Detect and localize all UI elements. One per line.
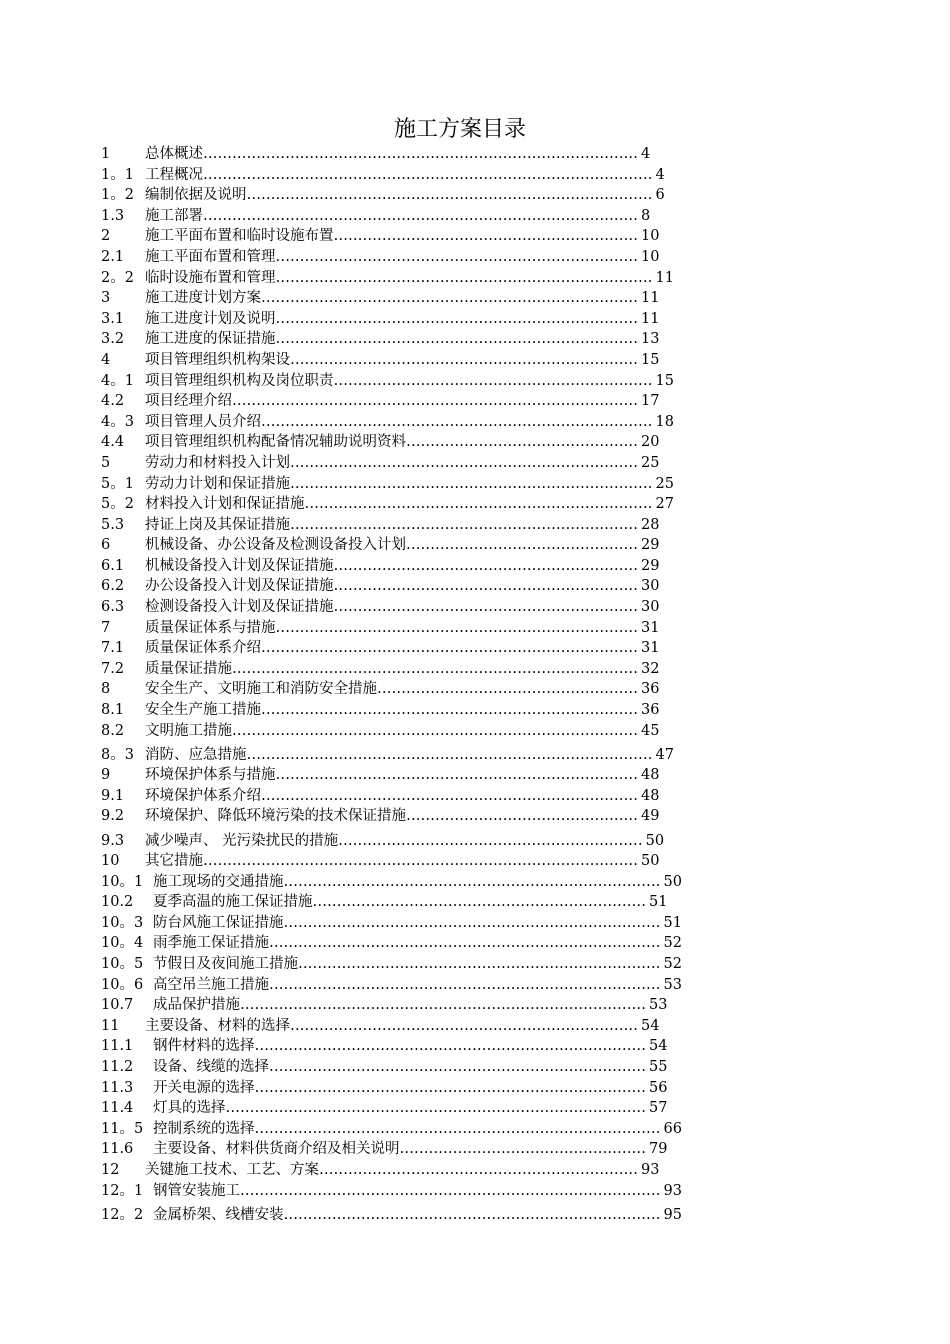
toc-entry-number: 9.1	[101, 787, 125, 804]
toc-entry-title: 机械设备投入计划及保证措施	[145, 557, 334, 574]
toc-leader-dots: ……………………………………………………………………	[283, 914, 661, 931]
toc-entry	[101, 975, 721, 996]
toc-entry-title: 项目管理组织机构及岗位职责	[145, 372, 334, 389]
toc-entry-title: 临时设施布置和管理	[145, 269, 276, 286]
toc-entry-number: 11.1	[101, 1038, 134, 1055]
toc-leader-dots: …………………………………………………………………	[275, 619, 638, 636]
toc-entry-page: 50	[645, 833, 665, 849]
toc-entry-page: 79	[649, 1141, 668, 1158]
toc-leader-dots: ……………………………………………………………	[312, 894, 646, 911]
toc-entry	[101, 1201, 721, 1225]
toc-leader-dots: ………………………………………………………………	[290, 351, 638, 368]
toc-entry	[101, 165, 721, 186]
toc-entry-page: 4	[641, 146, 651, 162]
toc-entry-number: 11.3	[101, 1079, 134, 1096]
toc-entry-title: 环境保护体系与措施	[145, 767, 276, 784]
toc-entry-number: 2.1	[101, 248, 125, 265]
toc-entry	[101, 954, 721, 975]
toc-entry-title: 质量保证体系介绍	[145, 640, 261, 657]
toc-entry-title: 控制系统的选择	[153, 1120, 255, 1137]
toc-leader-dots: ………………………………………………………………	[290, 454, 638, 471]
toc-entry-title: 编制依据及说明	[145, 187, 247, 204]
toc-leader-dots: ………………………………………………………	[333, 228, 638, 245]
toc-entry-page: 17	[641, 393, 660, 410]
table-of-contents	[101, 144, 721, 1225]
toc-entry	[101, 1181, 721, 1202]
toc-entry-page: 49	[641, 808, 660, 825]
toc-entry	[101, 765, 721, 786]
toc-entry-number: 9.3	[101, 833, 125, 849]
toc-entry-number: 5。1	[101, 475, 134, 492]
toc-entry	[101, 1098, 721, 1119]
toc-entry-number: 2。2	[101, 269, 134, 286]
toc-leader-dots: …………………………………………………………	[333, 372, 653, 389]
toc-leader-dots: …………………………………………	[406, 808, 638, 825]
toc-leader-dots: ………………………………………………………………………	[261, 413, 653, 430]
toc-entry-title: 防台风施工保证措施	[153, 914, 284, 931]
toc-entry	[101, 700, 721, 721]
toc-entry-title: 主要设备、材料供货商介绍及相关说明	[153, 1141, 400, 1158]
toc-entry	[101, 1057, 721, 1078]
toc-leader-dots: …………………………………………………………………	[275, 310, 638, 327]
toc-entry-title: 高空吊兰施工措施	[153, 976, 269, 993]
toc-entry-title: 钢件材料的选择	[153, 1038, 255, 1055]
toc-entry-title: 其它措施	[145, 853, 203, 869]
toc-leader-dots: ……………………………………………………………………	[261, 787, 638, 804]
toc-entry-number: 10。6	[101, 976, 144, 993]
toc-entry-page: 57	[649, 1100, 668, 1117]
toc-entry	[101, 913, 721, 934]
toc-entry-number: 2	[101, 228, 111, 245]
toc-entry	[101, 638, 721, 659]
toc-entry-number: 10。3	[101, 914, 144, 931]
toc-entry-page: 30	[641, 599, 660, 616]
toc-leader-dots: ………………………………………………	[377, 681, 638, 698]
toc-entry-number: 1。2	[101, 187, 134, 204]
toc-leader-dots: …………………………………………	[406, 537, 638, 554]
toc-entry	[101, 618, 721, 639]
toc-entry-title: 金属桥架、线槽安装	[153, 1207, 284, 1224]
toc-entry-title: 施工进度计划方案	[145, 290, 261, 307]
toc-entry-title: 安全生产施工措施	[145, 702, 261, 719]
toc-entry-page: 50	[641, 853, 660, 869]
toc-entry-page: 4	[655, 166, 665, 183]
toc-entry-title: 总体概述	[145, 146, 203, 162]
toc-leader-dots: ……………………………………………………………………	[261, 640, 638, 657]
toc-entry-page: 52	[663, 935, 682, 952]
toc-entry-page: 20	[641, 434, 660, 451]
toc-entry-title: 成品保护措施	[153, 997, 240, 1014]
toc-entry-title: 环境保护体系介绍	[145, 787, 261, 804]
toc-entry	[101, 933, 721, 954]
toc-entry-title: 主要设备、材料的选择	[145, 1017, 290, 1034]
toc-leader-dots: ………………………………………………………	[333, 557, 638, 574]
toc-entry-number: 8.2	[101, 722, 125, 739]
toc-entry	[101, 892, 721, 913]
toc-entry-page: 25	[655, 475, 674, 492]
toc-entry-title: 质量保证体系与措施	[145, 619, 276, 636]
toc-leader-dots: ………………………………………………………………………	[269, 976, 661, 993]
toc-entry-page: 55	[649, 1058, 668, 1075]
toc-entry-page: 36	[641, 702, 660, 719]
toc-entry	[101, 741, 721, 765]
toc-entry-page: 30	[641, 578, 660, 595]
toc-entry	[101, 288, 721, 309]
toc-entry-number: 10	[101, 853, 120, 869]
toc-entry-number: 12	[101, 1161, 120, 1178]
toc-entry-title: 施工平面布置和管理	[145, 248, 276, 265]
toc-entry-number: 1.3	[101, 207, 125, 224]
toc-entry	[101, 515, 721, 536]
toc-entry-title: 劳动力和材料投入计划	[145, 454, 290, 471]
toc-entry-title: 钢管安装施工	[153, 1182, 240, 1199]
toc-entry-number: 10。4	[101, 935, 144, 952]
toc-leader-dots: ………………………………………………………………	[304, 496, 653, 513]
toc-entry-number: 8。3	[101, 747, 134, 764]
toc-entry-number: 1	[101, 146, 111, 162]
toc-entry-number: 8	[101, 681, 111, 698]
toc-entry-page: 52	[663, 955, 682, 972]
toc-entry-number: 10.2	[101, 894, 134, 911]
toc-leader-dots: …………………………………………………………………………	[240, 997, 646, 1014]
toc-entry-page: 66	[663, 1120, 682, 1137]
toc-entry-title: 项目管理组织机构架设	[145, 351, 290, 368]
toc-entry	[101, 679, 721, 700]
toc-leader-dots: ………………………………………………………………………………	[203, 853, 638, 869]
toc-entry	[101, 329, 721, 350]
toc-entry	[101, 226, 721, 247]
toc-leader-dots: ………………………………………………………………………	[269, 935, 661, 952]
toc-entry	[101, 659, 721, 680]
toc-entry	[101, 453, 721, 474]
toc-entry-title: 节假日及夜间施工措施	[153, 955, 298, 972]
toc-leader-dots: ……………………………………………………………………………	[240, 1182, 661, 1199]
toc-leader-dots: …………………………………………………………………	[298, 955, 661, 972]
toc-entry-title: 设备、线缆的选择	[153, 1058, 269, 1075]
toc-entry-page: 31	[641, 619, 660, 636]
toc-entry-number: 11.6	[101, 1141, 134, 1158]
toc-entry	[101, 597, 721, 618]
toc-entry-page: 10	[641, 248, 660, 265]
toc-entry	[101, 1119, 721, 1140]
toc-entry-page: 54	[649, 1038, 668, 1055]
toc-entry-page: 51	[649, 894, 668, 911]
toc-leader-dots: …………………………………………………………………………	[232, 660, 638, 677]
toc-entry-title: 劳动力计划和保证措施	[145, 475, 290, 492]
toc-leader-dots: …………………………………………………………………	[275, 248, 638, 265]
toc-entry-page: 54	[641, 1017, 660, 1034]
toc-entry	[101, 1036, 721, 1057]
toc-entry	[101, 268, 721, 289]
toc-entry-number: 4.4	[101, 434, 125, 451]
toc-entry-number: 8.1	[101, 702, 125, 719]
toc-entry	[101, 371, 721, 392]
toc-entry-page: 6	[655, 187, 665, 204]
toc-entry-page: 27	[655, 496, 674, 513]
toc-entry	[101, 309, 721, 330]
toc-entry-number: 12。2	[101, 1207, 144, 1224]
toc-entry-page: 36	[641, 681, 660, 698]
toc-entry-page: 48	[641, 767, 660, 784]
toc-entry-number: 5	[101, 454, 111, 471]
toc-entry-number: 6.1	[101, 557, 125, 574]
toc-entry-title: 项目管理组织机构配备情况辅助说明资料	[145, 434, 406, 451]
toc-leader-dots: ………………………………………………………	[338, 833, 643, 849]
toc-entry-page: 11	[655, 269, 674, 286]
toc-leader-dots: …………………………………………	[406, 434, 638, 451]
toc-entry-page: 48	[641, 787, 660, 804]
toc-leader-dots: ……………………………………………………………………	[261, 702, 638, 719]
toc-entry-title: 施工进度的保证措施	[145, 331, 276, 348]
toc-entry	[101, 995, 721, 1016]
toc-entry-title: 持证上岗及其保证措施	[145, 516, 290, 533]
toc-entry-title: 减少噪声、 光污染扰民的措施	[145, 833, 339, 849]
toc-leader-dots: ……………………………………………………………………	[275, 269, 653, 286]
toc-entry	[101, 1078, 721, 1099]
toc-leader-dots: ……………………………………………………………………	[283, 1207, 661, 1224]
toc-entry-title: 施工部署	[145, 207, 203, 224]
toc-entry-page: 93	[641, 1161, 660, 1178]
toc-entry-page: 93	[663, 1182, 682, 1199]
toc-entry-number: 6	[101, 537, 111, 554]
toc-entry-title: 质量保证措施	[145, 660, 232, 677]
toc-entry-page: 47	[655, 747, 674, 764]
toc-entry	[101, 851, 721, 872]
toc-entry	[101, 185, 721, 206]
toc-entry	[101, 206, 721, 227]
toc-entry-title: 项目管理人员介绍	[145, 413, 261, 430]
toc-leader-dots: ………………………………………………………………………………	[203, 146, 638, 162]
toc-entry	[101, 827, 721, 851]
toc-entry-page: 32	[641, 660, 660, 677]
toc-entry	[101, 786, 721, 807]
toc-leader-dots: …………………………………………………………………………	[232, 722, 638, 739]
toc-leader-dots: …………………………………………………………………	[290, 475, 653, 492]
toc-entry-page: 13	[641, 331, 660, 348]
toc-entry-number: 11.2	[101, 1058, 134, 1075]
toc-entry-page: 29	[641, 557, 660, 574]
toc-leader-dots: ………………………………………………………………	[290, 1017, 638, 1034]
toc-entry-page: 15	[655, 372, 674, 389]
toc-leader-dots: ……………………………………………………………………	[269, 1058, 646, 1075]
toc-leader-dots: …………………………………………………………………	[275, 767, 638, 784]
toc-entry-page: 45	[641, 722, 660, 739]
toc-entry	[101, 872, 721, 893]
toc-entry-page: 50	[663, 873, 682, 890]
toc-entry-number: 3.1	[101, 310, 125, 327]
toc-entry-page: 56	[649, 1079, 668, 1096]
toc-entry-number: 1。1	[101, 166, 134, 183]
toc-leader-dots: ……………………………………………………………………	[283, 873, 661, 890]
toc-entry-number: 6.3	[101, 599, 125, 616]
toc-entry-page: 8	[641, 207, 651, 224]
toc-entry	[101, 391, 721, 412]
toc-entry-title: 施工进度计划及说明	[145, 310, 276, 327]
toc-entry-title: 灯具的选择	[153, 1100, 226, 1117]
toc-entry-page: 29	[641, 537, 660, 554]
toc-entry-number: 11	[101, 1017, 120, 1034]
toc-entry-title: 环境保护、降低环境污染的技术保证措施	[145, 808, 406, 825]
toc-entry-page: 18	[655, 413, 674, 430]
toc-entry-title: 开关电源的选择	[153, 1079, 255, 1096]
toc-entry-page: 53	[663, 976, 682, 993]
toc-leader-dots: ……………………………………………	[399, 1141, 646, 1158]
toc-leader-dots: ………………………………………………………	[333, 578, 638, 595]
toc-leader-dots: …………………………………………………………	[319, 1161, 638, 1178]
toc-entry-number: 7	[101, 619, 111, 636]
toc-entry-page: 15	[641, 351, 660, 368]
toc-entry-page: 53	[649, 997, 668, 1014]
toc-entry-number: 10.7	[101, 997, 134, 1014]
toc-entry-number: 6.2	[101, 578, 125, 595]
toc-leader-dots: …………………………………………………………………………………	[203, 166, 653, 183]
toc-entry-number: 3.2	[101, 331, 125, 348]
toc-entry-title: 检测设备投入计划及保证措施	[145, 599, 334, 616]
toc-leader-dots: ………………………………………………………………………………	[203, 207, 638, 224]
toc-entry-page: 25	[641, 454, 660, 471]
toc-entry	[101, 247, 721, 268]
toc-entry-page: 11	[641, 290, 660, 307]
toc-entry	[101, 494, 721, 515]
toc-entry-number: 7.2	[101, 660, 125, 677]
toc-leader-dots: …………………………………………………………………………	[254, 1120, 661, 1137]
toc-entry	[101, 350, 721, 371]
toc-entry-title: 消防、应急措施	[145, 747, 247, 764]
toc-leader-dots: ………………………………………………………………	[290, 516, 638, 533]
toc-entry-page: 10	[641, 228, 660, 245]
toc-entry-number: 5.3	[101, 516, 125, 533]
toc-entry-number: 9	[101, 767, 111, 784]
toc-entry-number: 12。1	[101, 1182, 144, 1199]
toc-leader-dots: ………………………………………………………………………	[254, 1038, 646, 1055]
toc-entry-number: 5。2	[101, 496, 134, 513]
toc-entry-number: 4。3	[101, 413, 134, 430]
toc-entry-page: 28	[641, 516, 660, 533]
toc-entry-number: 10。1	[101, 873, 144, 890]
toc-leader-dots: …………………………………………………………………………	[232, 393, 638, 410]
toc-entry-title: 施工平面布置和临时设施布置	[145, 228, 334, 245]
toc-leader-dots: ………………………………………………………	[333, 599, 638, 616]
toc-entry-title: 工程概况	[145, 166, 203, 183]
toc-entry-title: 雨季施工保证措施	[153, 935, 269, 952]
toc-entry-number: 4	[101, 351, 111, 368]
toc-entry-number: 4。1	[101, 372, 134, 389]
toc-entry	[101, 432, 721, 453]
toc-entry	[101, 1016, 721, 1037]
toc-entry-page: 95	[663, 1207, 682, 1224]
toc-entry-page: 31	[641, 640, 660, 657]
toc-entry	[101, 576, 721, 597]
toc-entry-title: 机械设备、办公设备及检测设备投入计划	[145, 537, 406, 554]
toc-entry-page: 11	[641, 310, 660, 327]
toc-entry-title: 项目经理介绍	[145, 393, 232, 410]
toc-entry-number: 4.2	[101, 393, 125, 410]
toc-leader-dots: ……………………………………………………………………………	[225, 1100, 646, 1117]
toc-entry-number: 11.4	[101, 1100, 134, 1117]
toc-entry	[101, 1139, 721, 1160]
toc-leader-dots: ……………………………………………………………………	[261, 290, 638, 307]
toc-entry-page: 51	[663, 914, 682, 931]
toc-entry-number: 9.2	[101, 808, 125, 825]
toc-leader-dots: ………………………………………………………………………	[254, 1079, 646, 1096]
toc-entry	[101, 144, 721, 165]
toc-leader-dots: …………………………………………………………………………	[246, 747, 653, 764]
toc-entry	[101, 474, 721, 495]
toc-entry-number: 11。5	[101, 1120, 144, 1137]
toc-entry-title: 关键施工技术、工艺、方案	[145, 1161, 319, 1178]
toc-entry	[101, 806, 721, 827]
toc-entry	[101, 556, 721, 577]
toc-entry-title: 施工现场的交通措施	[153, 873, 284, 890]
toc-entry-number: 7.1	[101, 640, 125, 657]
page-title: 施工方案目录	[393, 117, 526, 142]
toc-leader-dots: …………………………………………………………………	[275, 331, 638, 348]
toc-entry-title: 办公设备投入计划及保证措施	[145, 578, 334, 595]
toc-entry-title: 夏季高温的施工保证措施	[153, 894, 313, 911]
toc-entry	[101, 1160, 721, 1181]
toc-entry-number: 3	[101, 290, 111, 307]
toc-entry	[101, 535, 721, 556]
toc-entry-title: 材料投入计划和保证措施	[145, 496, 305, 513]
toc-entry-title: 文明施工措施	[145, 722, 232, 739]
toc-entry-number: 10。5	[101, 955, 144, 972]
toc-entry-title: 安全生产、文明施工和消防安全措施	[145, 681, 377, 698]
toc-entry	[101, 412, 721, 433]
toc-entry	[101, 721, 721, 742]
toc-leader-dots: …………………………………………………………………………	[246, 187, 653, 204]
